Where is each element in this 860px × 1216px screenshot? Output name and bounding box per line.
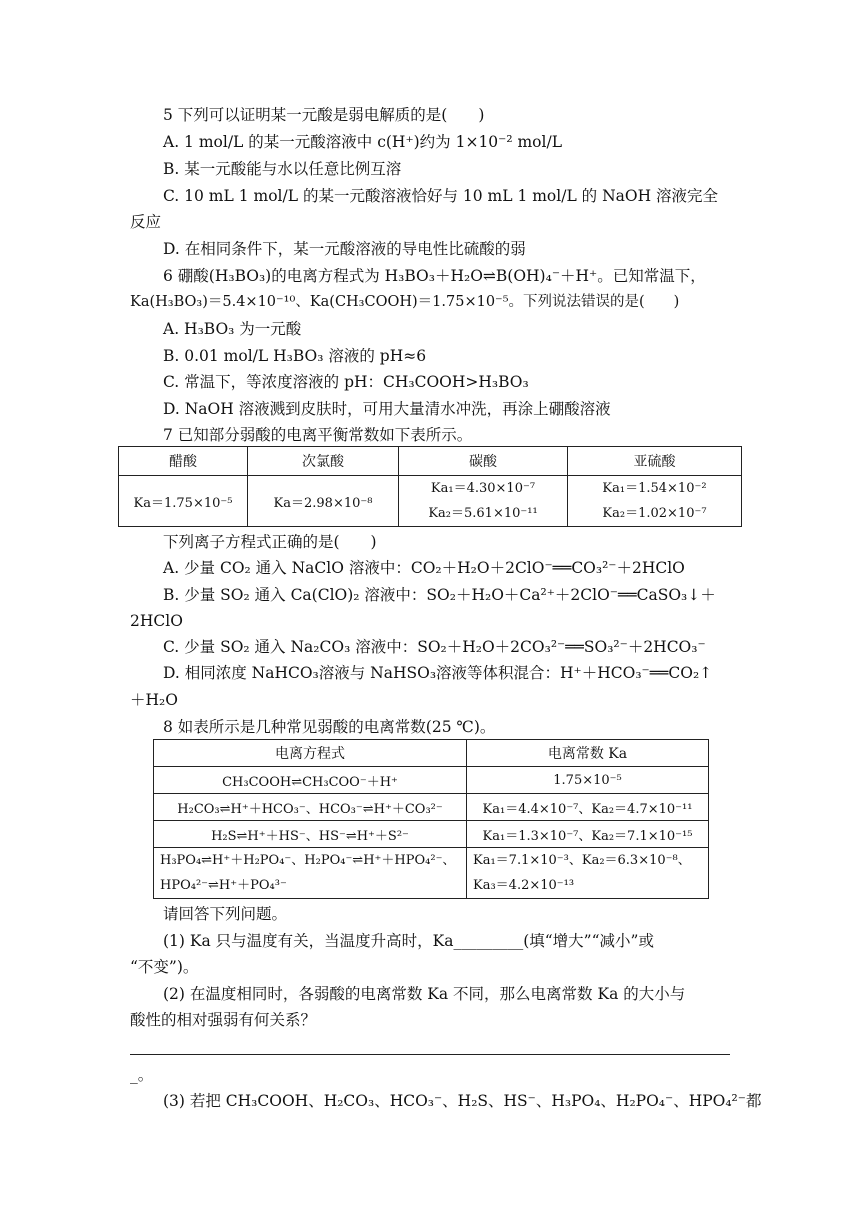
carbonic-ka1: Ka₁＝4.30×10⁻⁷ [430, 481, 536, 496]
row4-constant-line1: Ka₁＝7.1×10⁻³、Ka₂＝6.3×10⁻⁸、 [473, 853, 691, 868]
q8-part1-line2: “不变”)。 [130, 958, 199, 976]
row3-equation: H₂S⇌H⁺＋HS⁻、HS⁻⇌H⁺＋S²⁻ [154, 821, 467, 848]
table-row [154, 821, 709, 848]
row4-equation-line2: HPO₄²⁻⇌H⁺＋PO₄³⁻ [160, 878, 287, 893]
q6-stem-line2: Ka(H₃BO₃)＝5.4×10⁻¹⁰、Ka(CH₃COOH)＝1.75×10⁻⁵。下列说法错误的是( ) [130, 294, 680, 310]
q5-option-b: B. 某一元酸能与水以任意比例互溶 [163, 160, 402, 178]
row3-constant: Ka₁＝1.3×10⁻⁷、Ka₂＝7.1×10⁻¹⁵ [467, 821, 709, 848]
carbonic-ka2: Ka₂＝5.61×10⁻¹¹ [428, 506, 538, 521]
sulfurous-ka1: Ka₁＝1.54×10⁻² [602, 481, 707, 496]
carbonic-ka-cell [399, 476, 568, 527]
q5-stem: 5 下列可以证明某一元酸是弱电解质的是( ) [163, 106, 485, 124]
header-sulfurous: 亚硫酸 [568, 447, 742, 476]
q8-part2-line2: 酸性的相对强弱有何关系？ [130, 1011, 317, 1029]
table-row [119, 476, 742, 527]
q7-constants-table [118, 446, 742, 527]
header-equation: 电离方程式 [154, 740, 467, 767]
table-row [154, 794, 709, 821]
hypochlorous-ka: Ka＝2.98×10⁻⁸ [248, 476, 399, 527]
q7-prompt: 下列离子方程式正确的是( ) [163, 533, 377, 551]
q5-option-a: A. 1 mol/L 的某一元酸溶液中 c(H⁺)约为 1×10⁻² mol/L [163, 133, 562, 151]
row4-constant-cell [467, 848, 709, 899]
row1-constant: 1.75×10⁻⁵ [467, 767, 709, 794]
q7-option-d-line2: ＋H₂O [130, 691, 178, 709]
q5-option-d: D. 在相同条件下，某一元酸溶液的导电性比硫酸的弱 [163, 240, 526, 258]
row4-constant-line2: Ka₃＝4.2×10⁻¹³ [473, 878, 575, 893]
acetic-ka: Ka＝1.75×10⁻⁵ [119, 476, 248, 527]
q8-constants-table [153, 739, 709, 899]
q5-option-c-line1: C. 10 mL 1 mol/L 的某一元酸溶液恰好与 10 mL 1 mol/L 的 NaOH 溶液完全 [163, 187, 719, 205]
sulfurous-ka2: Ka₂＝1.02×10⁻⁷ [602, 506, 707, 521]
row4-equation-cell [154, 848, 467, 899]
q6-option-a: A. H₃BO₃ 为一元酸 [163, 320, 302, 338]
row2-constant: Ka₁＝4.4×10⁻⁷、Ka₂＝4.7×10⁻¹¹ [467, 794, 709, 821]
table-header-row [154, 740, 709, 767]
row4-equation-line1: H₃PO₄⇌H⁺＋H₂PO₄⁻、H₂PO₄⁻⇌H⁺＋HPO₄²⁻、 [160, 853, 456, 868]
q6-stem-line1: 6 硼酸(H₃BO₃)的电离方程式为 H₃BO₃＋H₂O⇌B(OH)₄⁻＋H⁺。已知常温下， [163, 267, 706, 285]
q7-option-b-line2: 2HClO [130, 612, 183, 630]
header-constant: 电离常数 Ka [467, 740, 709, 767]
q8-part1-line1: (1) Ka 只与温度有关，当温度升高时，Ka_________(填“增大”“减小”或 [163, 932, 654, 950]
q7-option-d-line1: D. 相同浓度 NaHCO₃溶液与 NaHSO₃溶液等体积混合：H⁺＋HCO₃⁻══CO₂↑ [163, 664, 713, 682]
answer-blank-line [130, 1054, 730, 1055]
table-row [154, 767, 709, 794]
q6-option-c: C. 常温下，等浓度溶液的 pH：CH₃COOH>H₃BO₃ [163, 373, 529, 391]
row1-equation: CH₃COOH⇌CH₃COO⁻＋H⁺ [154, 767, 467, 794]
header-hypochlorous: 次氯酸 [248, 447, 399, 476]
q7-option-b-line1: B. 少量 SO₂ 通入 Ca(ClO)₂ 溶液中：SO₂＋H₂O＋Ca²⁺＋2ClO⁻══CaSO₃↓＋ [163, 586, 716, 604]
q8-part2-line1: (2) 在温度相同时，各弱酸的电离常数 Ka 不同，那么电离常数 Ka 的大小与 [163, 985, 686, 1003]
header-acetic: 醋酸 [119, 447, 248, 476]
q5-option-c-line2: 反应 [130, 213, 162, 231]
answer-blank-end: _。 [130, 1066, 154, 1084]
row2-equation: H₂CO₃⇌H⁺＋HCO₃⁻、HCO₃⁻⇌H⁺＋CO₃²⁻ [154, 794, 467, 821]
q8-part3-line1: (3) 若把 CH₃COOH、H₂CO₃、HCO₃⁻、H₂S、HS⁻、H₃PO₄、H₂PO₄⁻、HPO₄²⁻都 [163, 1092, 762, 1110]
header-carbonic: 碳酸 [399, 447, 568, 476]
table-header-row [119, 447, 742, 476]
q7-stem: 7 已知部分弱酸的电离平衡常数如下表所示。 [163, 426, 473, 444]
q6-option-d: D. NaOH 溶液溅到皮肤时，可用大量清水冲洗，再涂上硼酸溶液 [163, 400, 611, 418]
table-row [154, 848, 709, 899]
q8-stem: 8 如表所示是几种常见弱酸的电离常数(25 ℃)。 [163, 718, 496, 736]
q7-option-a: A. 少量 CO₂ 通入 NaClO 溶液中：CO₂＋H₂O＋2ClO⁻══CO₃²⁻＋2HClO [163, 559, 685, 577]
q8-prompt: 请回答下列问题。 [163, 905, 288, 923]
q6-option-b: B. 0.01 mol/L H₃BO₃ 溶液的 pH≈6 [163, 347, 427, 365]
sulfurous-ka-cell [568, 476, 742, 527]
q7-option-c: C. 少量 SO₂ 通入 Na₂CO₃ 溶液中：SO₂＋H₂O＋2CO₃²⁻══SO₃²⁻＋2HCO₃⁻ [163, 638, 706, 656]
